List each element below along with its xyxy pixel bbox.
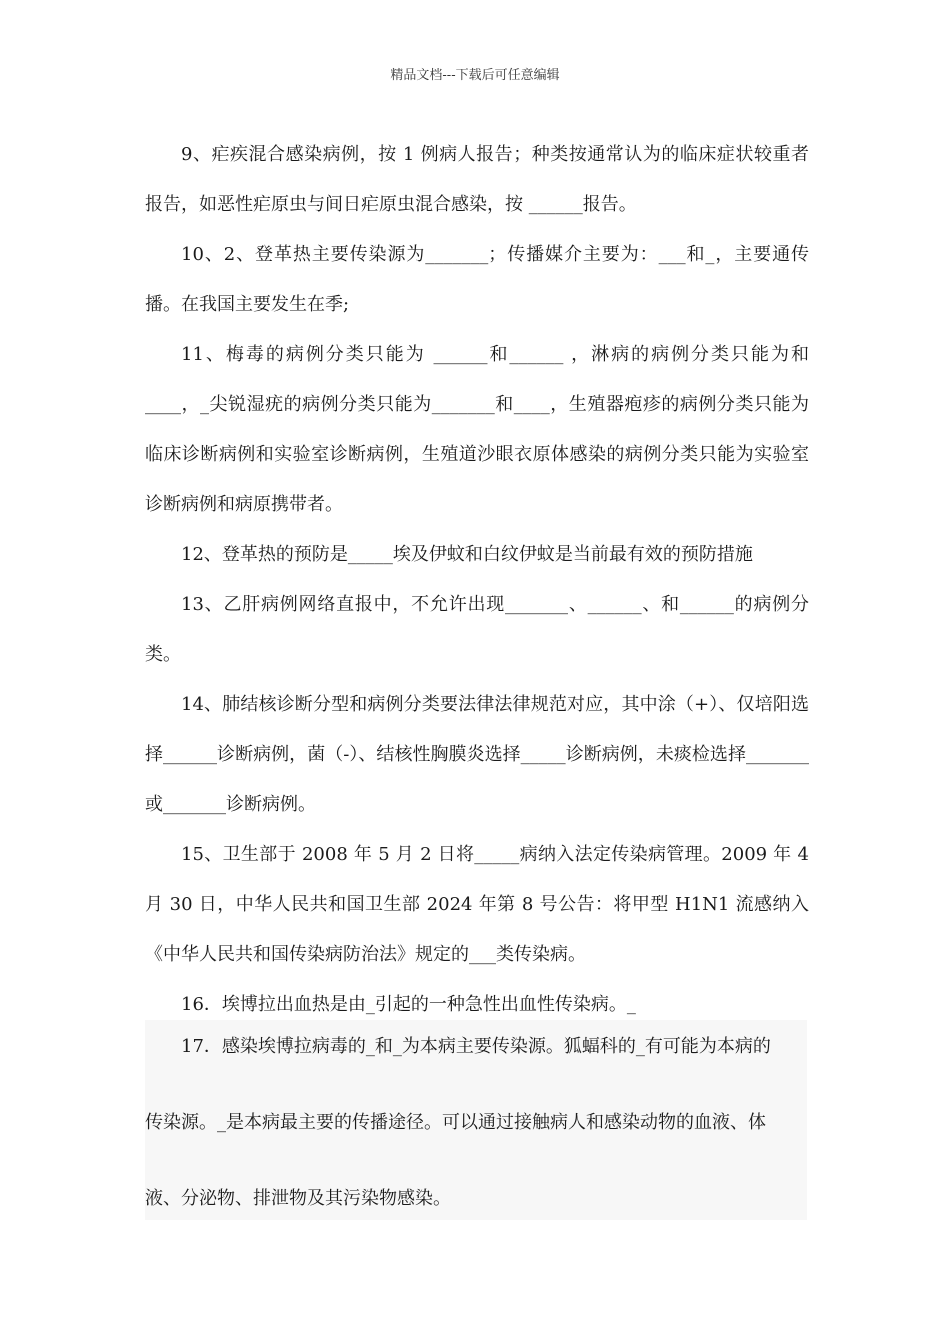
question-14 — [145, 680, 809, 830]
question-12 — [145, 530, 809, 580]
question-17-line-2: 传染源。_是本病最主要的传播途径。可以通过接触病人和感染动物的血液、体 — [145, 1112, 766, 1133]
question-9-text: 9、疟疾混合感染病例，按 1 例病人报告；种类按通常认为的临床症状较重者报告，如恶性疟原虫与间日疟原虫混合感染，按 ______报告。 — [145, 144, 809, 215]
question-9 — [145, 130, 809, 230]
question-10 — [145, 230, 809, 330]
question-17-line-1-text: 17．感染埃博拉病毒的_和_为本病主要传染源。狐蝠科的_有可能为本病的 — [181, 1036, 771, 1057]
question-17-line-1 — [145, 1020, 809, 1096]
question-11-text: 11、梅毒的病例分类只能为 ______和______ ，淋病的病例分类只能为和____，_尖锐湿疣的病例分类只能为_______和____，生殖器疱疹的病例分类只能为临床诊断病例和实验室诊断病例，生殖道沙眼衣原体感染的病例分类只能为实验室诊断病例和病原携带者。 — [145, 344, 809, 515]
question-17-line-3: 液、分泌物、排泄物及其污染物感染。 — [145, 1188, 451, 1209]
question-13-text: 13、乙肝病例网络直报中，不允许出现_______、______、和______的病例分类。 — [145, 594, 809, 665]
question-15 — [145, 830, 809, 980]
question-15-text: 15、卫生部于 2008 年 5 月 2 日将_____病纳入法定传染病管理。2009 年 4 月 30 日，中华人民共和国卫生部 2024 年第 8 号公告：将甲型 H1N1 流感纳入《中华人民共和国传染病防治法》规定的___类传染病。 — [145, 844, 809, 965]
page-header: 精品文档---下载后可任意编辑 — [390, 68, 560, 83]
question-11 — [145, 330, 809, 530]
question-12-text: 12、登革热的预防是_____埃及伊蚊和白纹伊蚊是当前最有效的预防措施 — [181, 544, 753, 565]
question-17 — [145, 1020, 809, 1248]
question-10-text: 10、2、登革热主要传染源为_______；传播媒介主要为：___和_，主要通传播。在我国主要发生在季; — [145, 244, 809, 315]
question-13 — [145, 580, 809, 680]
question-16-text: 16．埃博拉出血热是由_引起的一种急性出血性传染病。_ — [181, 994, 636, 1015]
document-body — [145, 130, 809, 1030]
question-14-text: 14、肺结核诊断分型和病例分类要法律法律规范对应，其中涂（+）、仅培阳选择______诊断病例，菌（-）、结核性胸膜炎选择_____诊断病例，未痰检选择_______或_______诊断病例。 — [145, 694, 809, 815]
